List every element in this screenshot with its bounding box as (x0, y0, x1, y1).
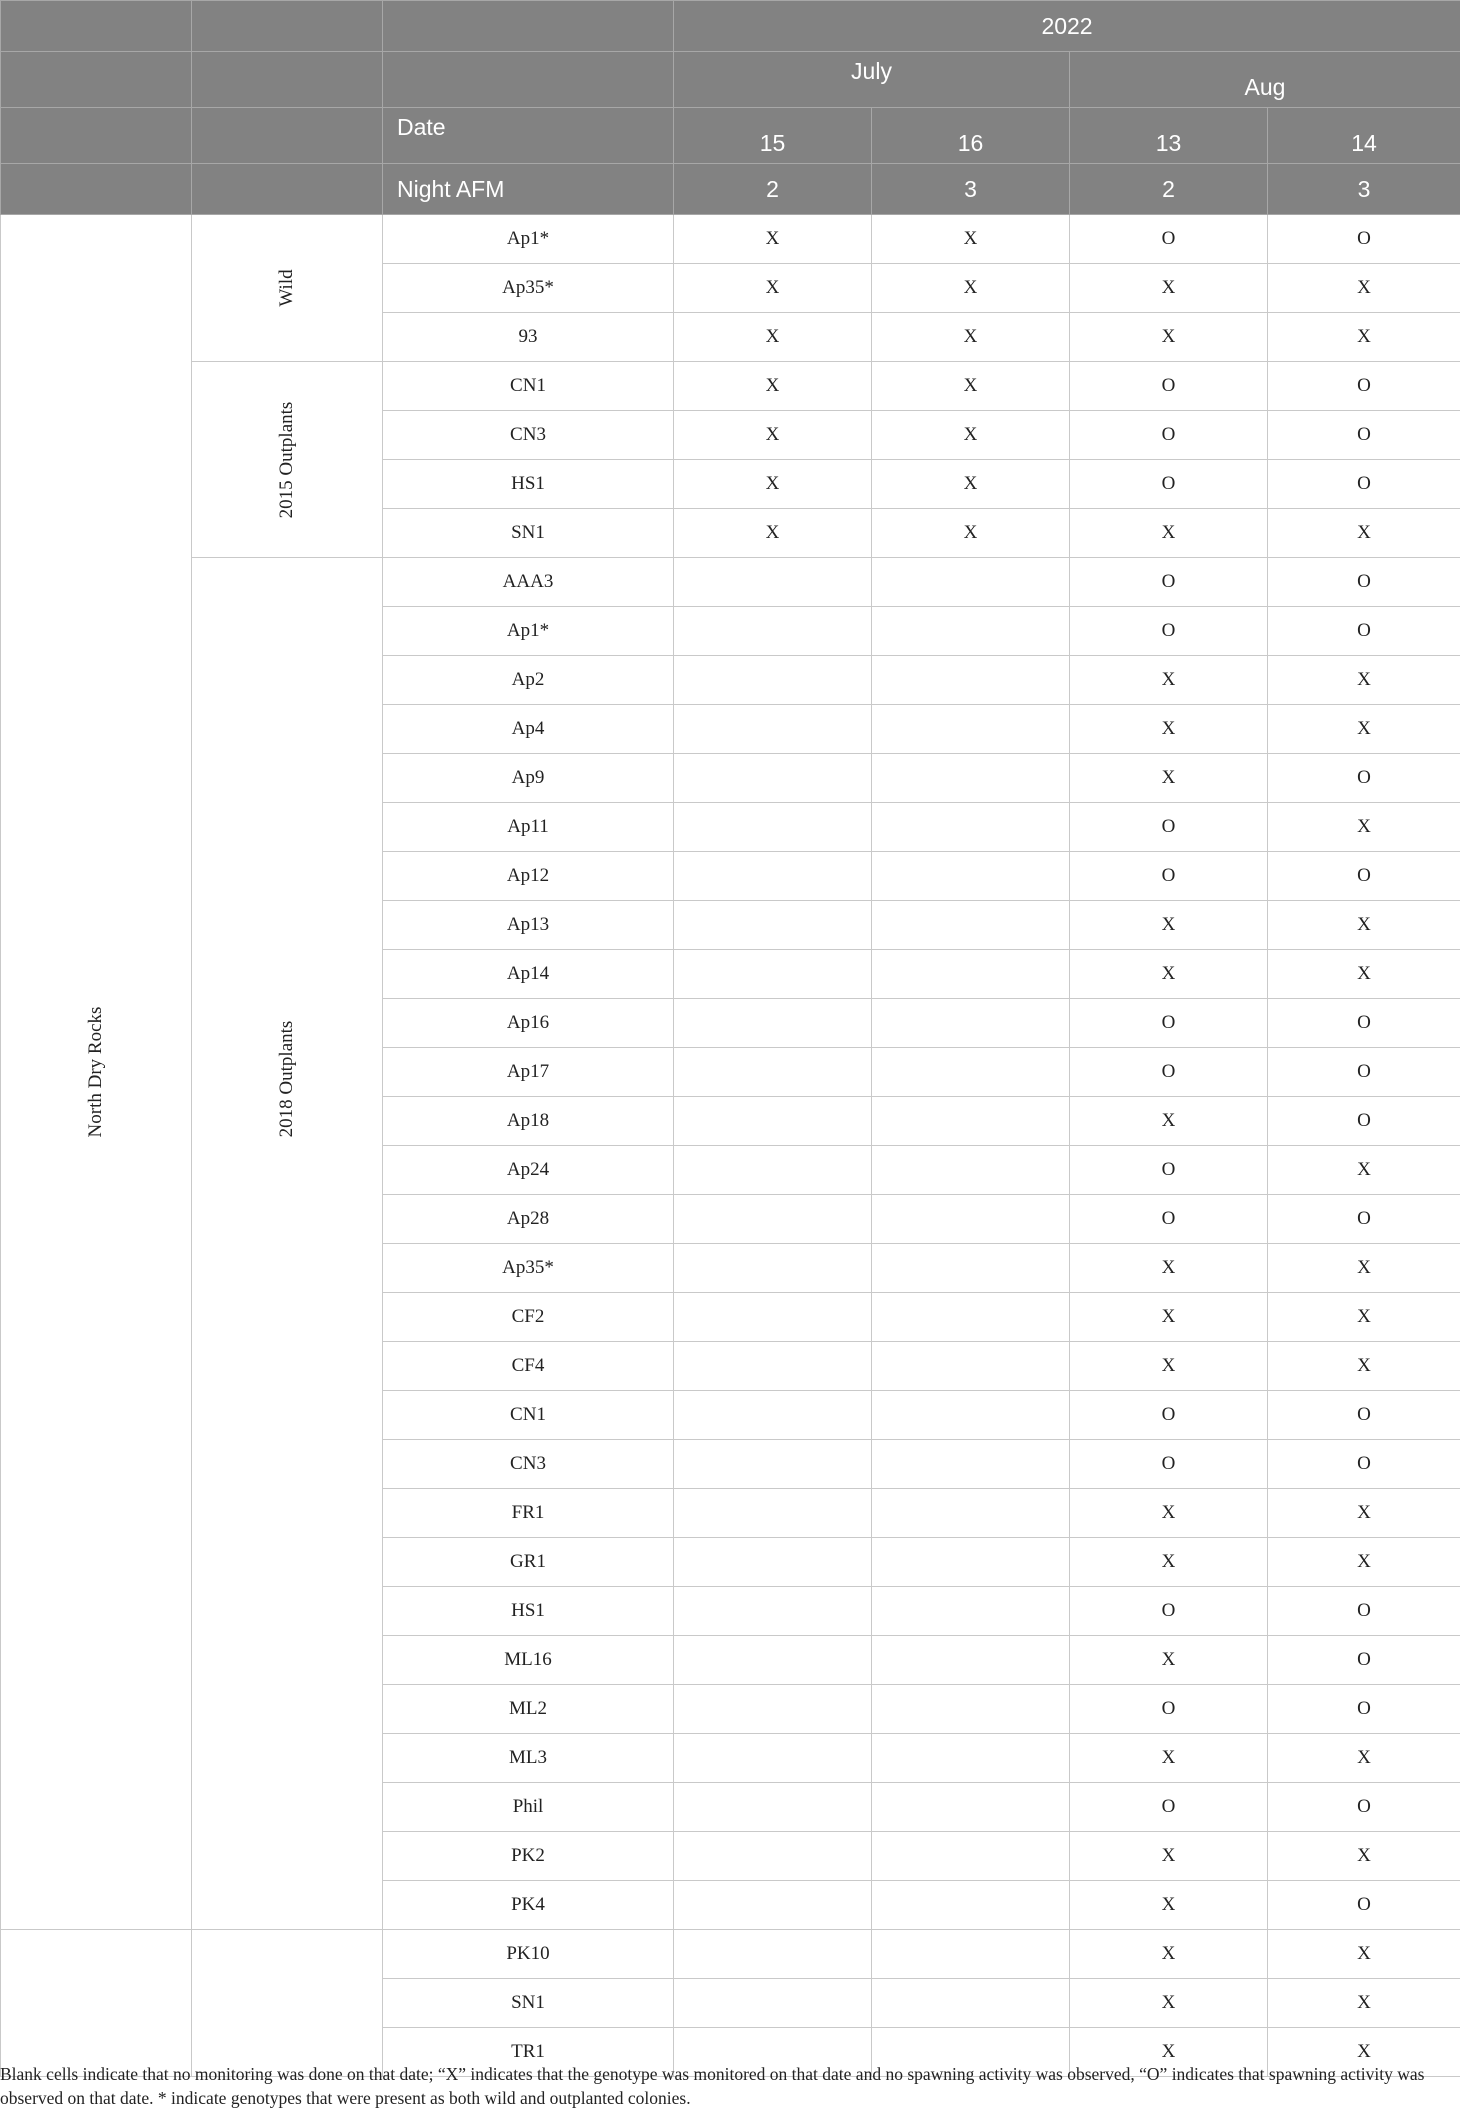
spawn-status-cell: O (1070, 362, 1268, 411)
genotype-cell: Ap13 (383, 901, 674, 950)
spawn-status-cell: O (1070, 1783, 1268, 1832)
genotype-cell: Ap35* (383, 1244, 674, 1293)
spawn-status-cell: X (1070, 901, 1268, 950)
spawn-status-cell (674, 803, 872, 852)
spawn-status-cell (674, 1097, 872, 1146)
spawn-status-cell (872, 1146, 1070, 1195)
spawn-status-cell (872, 803, 1070, 852)
afm-header: 3 (1268, 164, 1460, 215)
spawn-status-cell: X (1070, 1342, 1268, 1391)
spawn-status-cell: O (1070, 999, 1268, 1048)
genotype-cell: Ap1* (383, 607, 674, 656)
spawn-status-cell (872, 1391, 1070, 1440)
spawn-status-cell (674, 1734, 872, 1783)
genotype-cell: CN1 (383, 1391, 674, 1440)
group-cell (192, 215, 383, 362)
spawn-status-cell (872, 754, 1070, 803)
spawn-status-cell (872, 1832, 1070, 1881)
spawn-status-cell (872, 1048, 1070, 1097)
spawn-status-cell: X (1268, 1979, 1460, 2028)
spawn-status-cell (674, 901, 872, 950)
date-header: 14 (1268, 108, 1460, 164)
spawn-status-cell: X (1070, 1930, 1268, 1979)
spawn-status-cell: O (1070, 803, 1268, 852)
spawn-status-cell: X (1268, 1734, 1460, 1783)
date-header: 15 (674, 108, 872, 164)
afm-header: 3 (872, 164, 1070, 215)
spawn-status-cell: X (872, 264, 1070, 313)
spawn-status-cell: X (1070, 1979, 1268, 2028)
genotype-cell: Ap16 (383, 999, 674, 1048)
spawn-status-cell: X (674, 313, 872, 362)
spawn-status-cell (674, 656, 872, 705)
spawn-status-cell (674, 1881, 872, 1930)
spawn-status-cell (872, 901, 1070, 950)
date-header: 16 (872, 108, 1070, 164)
spawn-status-cell: O (1070, 1587, 1268, 1636)
spawn-status-cell (674, 1146, 872, 1195)
group-cell (192, 362, 383, 558)
header-blank (192, 52, 383, 108)
genotype-cell: HS1 (383, 1587, 674, 1636)
spawn-status-cell (674, 1489, 872, 1538)
spawn-status-cell (872, 1489, 1070, 1538)
spawn-status-cell (872, 1881, 1070, 1930)
spawn-status-cell: X (1268, 1146, 1460, 1195)
genotype-cell: Ap12 (383, 852, 674, 901)
header-row-year (1, 1, 1460, 52)
afm-header: 2 (1070, 164, 1268, 215)
spawn-status-cell: X (1070, 950, 1268, 999)
header-blank (383, 1, 674, 52)
spawn-status-cell (872, 1538, 1070, 1587)
spawn-status-cell (674, 1391, 872, 1440)
date-label: Date (383, 108, 674, 164)
spawn-status-cell: O (1268, 558, 1460, 607)
spawn-status-cell (674, 1440, 872, 1489)
spawn-status-cell: O (1070, 215, 1268, 264)
spawn-status-cell: O (1268, 1195, 1460, 1244)
spawn-status-cell: O (1268, 411, 1460, 460)
spawn-status-cell: O (1070, 1195, 1268, 1244)
spawn-status-cell: X (1268, 1832, 1460, 1881)
spawn-status-cell: O (1268, 1685, 1460, 1734)
spawn-status-cell: X (1070, 754, 1268, 803)
spawn-status-cell: O (1268, 1097, 1460, 1146)
table-row (1, 558, 1460, 607)
genotype-cell: ML16 (383, 1636, 674, 1685)
header-row-month (1, 52, 1460, 108)
group-label: 2015 Outplants (276, 401, 297, 518)
spawn-status-cell: X (1268, 1538, 1460, 1587)
spawn-status-cell (872, 1783, 1070, 1832)
spawn-status-cell (674, 1342, 872, 1391)
spawn-status-cell: X (872, 460, 1070, 509)
genotype-cell: CN1 (383, 362, 674, 411)
spawn-status-cell: X (1070, 1881, 1268, 1930)
spawn-status-cell (872, 656, 1070, 705)
site-cell (1, 215, 192, 1930)
month-header-aug: Aug (1070, 52, 1460, 108)
spawn-status-cell: X (1070, 1244, 1268, 1293)
spawn-status-cell: X (674, 362, 872, 411)
spawn-status-cell (872, 1342, 1070, 1391)
header-blank (192, 164, 383, 215)
spawn-status-cell (674, 1244, 872, 1293)
spawn-status-cell (872, 1097, 1070, 1146)
spawn-status-cell: X (872, 362, 1070, 411)
spawn-status-cell (674, 1538, 872, 1587)
spawn-status-cell (674, 705, 872, 754)
genotype-cell: Ap28 (383, 1195, 674, 1244)
spawn-status-cell (674, 1930, 872, 1979)
spawn-status-cell: O (1070, 607, 1268, 656)
spawn-status-cell (674, 1636, 872, 1685)
spawn-status-cell (872, 1195, 1070, 1244)
year-header: 2022 (674, 1, 1460, 52)
spawn-status-cell (674, 558, 872, 607)
spawn-status-cell: O (1268, 852, 1460, 901)
spawn-status-cell (872, 705, 1070, 754)
spawn-status-cell (872, 1636, 1070, 1685)
spawn-status-cell: O (1070, 1048, 1268, 1097)
spawn-status-cell: O (1070, 1391, 1268, 1440)
spawn-status-cell: O (1268, 215, 1460, 264)
spawn-status-cell: X (872, 411, 1070, 460)
spawn-status-cell (872, 999, 1070, 1048)
genotype-cell: HS1 (383, 460, 674, 509)
spawn-status-cell: O (1070, 852, 1268, 901)
header-blank (1, 108, 192, 164)
spawn-status-cell: X (1070, 1734, 1268, 1783)
genotype-cell: SN1 (383, 1979, 674, 2028)
month-header-july: July (674, 52, 1070, 108)
genotype-cell: Ap18 (383, 1097, 674, 1146)
spawn-status-cell: O (1268, 1881, 1460, 1930)
spawn-status-cell: X (872, 509, 1070, 558)
genotype-cell: 93 (383, 313, 674, 362)
table-row (1, 1930, 1460, 1979)
spawn-status-cell (674, 607, 872, 656)
genotype-cell: PK2 (383, 1832, 674, 1881)
spawn-status-cell: X (1070, 313, 1268, 362)
spawn-status-cell: X (1268, 313, 1460, 362)
group-cell-empty (192, 1930, 383, 2077)
spawn-status-cell (872, 852, 1070, 901)
header-blank (192, 1, 383, 52)
spawn-status-cell: X (674, 215, 872, 264)
spawn-status-cell (872, 607, 1070, 656)
table-row (1, 362, 1460, 411)
spawn-status-cell: X (1070, 2028, 1268, 2077)
afm-header: 2 (674, 164, 872, 215)
genotype-cell: Ap35* (383, 264, 674, 313)
spawn-status-cell: X (1070, 1538, 1268, 1587)
table-body (1, 215, 1460, 2077)
afm-label: Night AFM (383, 164, 674, 215)
spawn-status-cell (872, 558, 1070, 607)
spawn-status-cell: X (1070, 656, 1268, 705)
spawn-status-cell: O (1268, 1440, 1460, 1489)
genotype-cell: Ap14 (383, 950, 674, 999)
spawn-status-cell: X (1070, 705, 1268, 754)
spawn-status-cell (674, 999, 872, 1048)
genotype-cell: Ap9 (383, 754, 674, 803)
spawn-status-cell: O (1268, 1783, 1460, 1832)
group-label: 2018 Outplants (276, 1020, 297, 1138)
spawn-status-cell: X (1070, 1293, 1268, 1342)
spawn-status-cell: X (1268, 950, 1460, 999)
genotype-cell: CN3 (383, 1440, 674, 1489)
spawn-status-cell: X (1070, 1832, 1268, 1881)
spawn-status-cell: X (674, 264, 872, 313)
genotype-cell: CF4 (383, 1342, 674, 1391)
genotype-cell: ML3 (383, 1734, 674, 1783)
spawn-status-cell: X (1268, 1293, 1460, 1342)
spawn-status-cell: X (1070, 1097, 1268, 1146)
date-header: 13 (1070, 108, 1268, 164)
spawn-status-cell (872, 1587, 1070, 1636)
table-row (1, 215, 1460, 264)
table-footnote: Blank cells indicate that no monitoring was done on that date; “X” indicates that the genotype was monitored on that date and no spawning activity was observed, “O” indicates that spawning activity was observed on that date. * indicate genotypes that were present as both wild and outplanted colonies. (0, 2064, 1425, 2108)
spawn-status-cell (872, 1244, 1070, 1293)
header-row-date (1, 108, 1460, 164)
spawn-status-cell: O (1268, 362, 1460, 411)
spawn-status-cell: X (1268, 1342, 1460, 1391)
spawn-status-cell: X (1070, 264, 1268, 313)
header-blank (1, 52, 192, 108)
genotype-cell: Ap4 (383, 705, 674, 754)
spawn-status-cell: O (1268, 1587, 1460, 1636)
genotype-cell: Ap1* (383, 215, 674, 264)
spawn-status-cell (674, 754, 872, 803)
genotype-cell: Ap2 (383, 656, 674, 705)
table-header (1, 1, 1460, 215)
spawn-status-cell: O (1268, 460, 1460, 509)
spawn-status-cell (872, 950, 1070, 999)
spawn-status-cell: X (1268, 2028, 1460, 2077)
spawn-status-cell (872, 1734, 1070, 1783)
spawn-status-cell: X (1268, 1930, 1460, 1979)
genotype-cell: ML2 (383, 1685, 674, 1734)
spawn-status-cell: X (1268, 509, 1460, 558)
spawn-status-cell (674, 1832, 872, 1881)
spawn-status-cell: O (1070, 1146, 1268, 1195)
spawn-status-cell (872, 1293, 1070, 1342)
header-row-afm (1, 164, 1460, 215)
genotype-cell: CN3 (383, 411, 674, 460)
spawn-status-cell: O (1268, 1636, 1460, 1685)
spawn-status-cell (674, 1685, 872, 1734)
spawn-status-cell: O (1268, 607, 1460, 656)
spawn-status-cell (674, 1195, 872, 1244)
genotype-cell: AAA3 (383, 558, 674, 607)
spawn-status-cell: X (1070, 509, 1268, 558)
header-blank (383, 52, 674, 108)
spawn-status-cell (872, 1930, 1070, 1979)
spawn-status-cell (674, 1783, 872, 1832)
genotype-cell: Phil (383, 1783, 674, 1832)
spawn-status-cell: X (1070, 1489, 1268, 1538)
genotype-cell: Ap11 (383, 803, 674, 852)
spawn-status-cell: O (1268, 1391, 1460, 1440)
spawn-status-cell: X (674, 460, 872, 509)
spawn-status-cell: X (1268, 1244, 1460, 1293)
site-label: North Dry Rocks (85, 1006, 106, 1138)
spawn-status-cell: O (1268, 999, 1460, 1048)
spawn-status-cell (674, 1979, 872, 2028)
spawn-status-cell: X (872, 313, 1070, 362)
spawn-status-cell: X (674, 411, 872, 460)
spawn-status-cell: X (674, 509, 872, 558)
group-label: Wild (276, 269, 297, 307)
spawn-status-cell: X (1268, 705, 1460, 754)
genotype-cell: PK10 (383, 1930, 674, 1979)
spawn-status-cell: O (1070, 460, 1268, 509)
spawn-status-cell: O (1070, 1685, 1268, 1734)
spawn-status-cell: X (1268, 656, 1460, 705)
header-blank (1, 164, 192, 215)
genotype-cell: FR1 (383, 1489, 674, 1538)
spawn-status-cell: O (1070, 1440, 1268, 1489)
spawn-status-cell: X (1268, 1489, 1460, 1538)
spawn-status-cell: O (1070, 411, 1268, 460)
spawn-status-cell (872, 1440, 1070, 1489)
spawn-status-cell: X (1268, 264, 1460, 313)
spawn-status-cell: O (1268, 1048, 1460, 1097)
genotype-cell: Ap17 (383, 1048, 674, 1097)
site-cell-empty (1, 1930, 192, 2077)
spawn-status-cell (872, 1685, 1070, 1734)
spawn-status-cell (674, 950, 872, 999)
spawn-status-cell (674, 1293, 872, 1342)
genotype-cell: TR1 (383, 2028, 674, 2077)
genotype-cell: Ap24 (383, 1146, 674, 1195)
genotype-cell: CF2 (383, 1293, 674, 1342)
group-cell (192, 558, 383, 1930)
spawn-status-cell: O (1268, 754, 1460, 803)
spawn-status-cell: X (1268, 803, 1460, 852)
spawn-status-cell: O (1070, 558, 1268, 607)
spawn-status-cell (674, 852, 872, 901)
spawn-status-cell: X (1268, 901, 1460, 950)
spawn-status-cell: X (872, 215, 1070, 264)
genotype-cell: GR1 (383, 1538, 674, 1587)
spawn-status-cell (872, 1979, 1070, 2028)
genotype-cell: SN1 (383, 509, 674, 558)
genotype-cell: PK4 (383, 1881, 674, 1930)
spawn-status-cell (674, 1587, 872, 1636)
spawn-status-cell (674, 1048, 872, 1097)
header-blank (1, 1, 192, 52)
header-blank (192, 108, 383, 164)
spawn-status-cell: X (1070, 1636, 1268, 1685)
